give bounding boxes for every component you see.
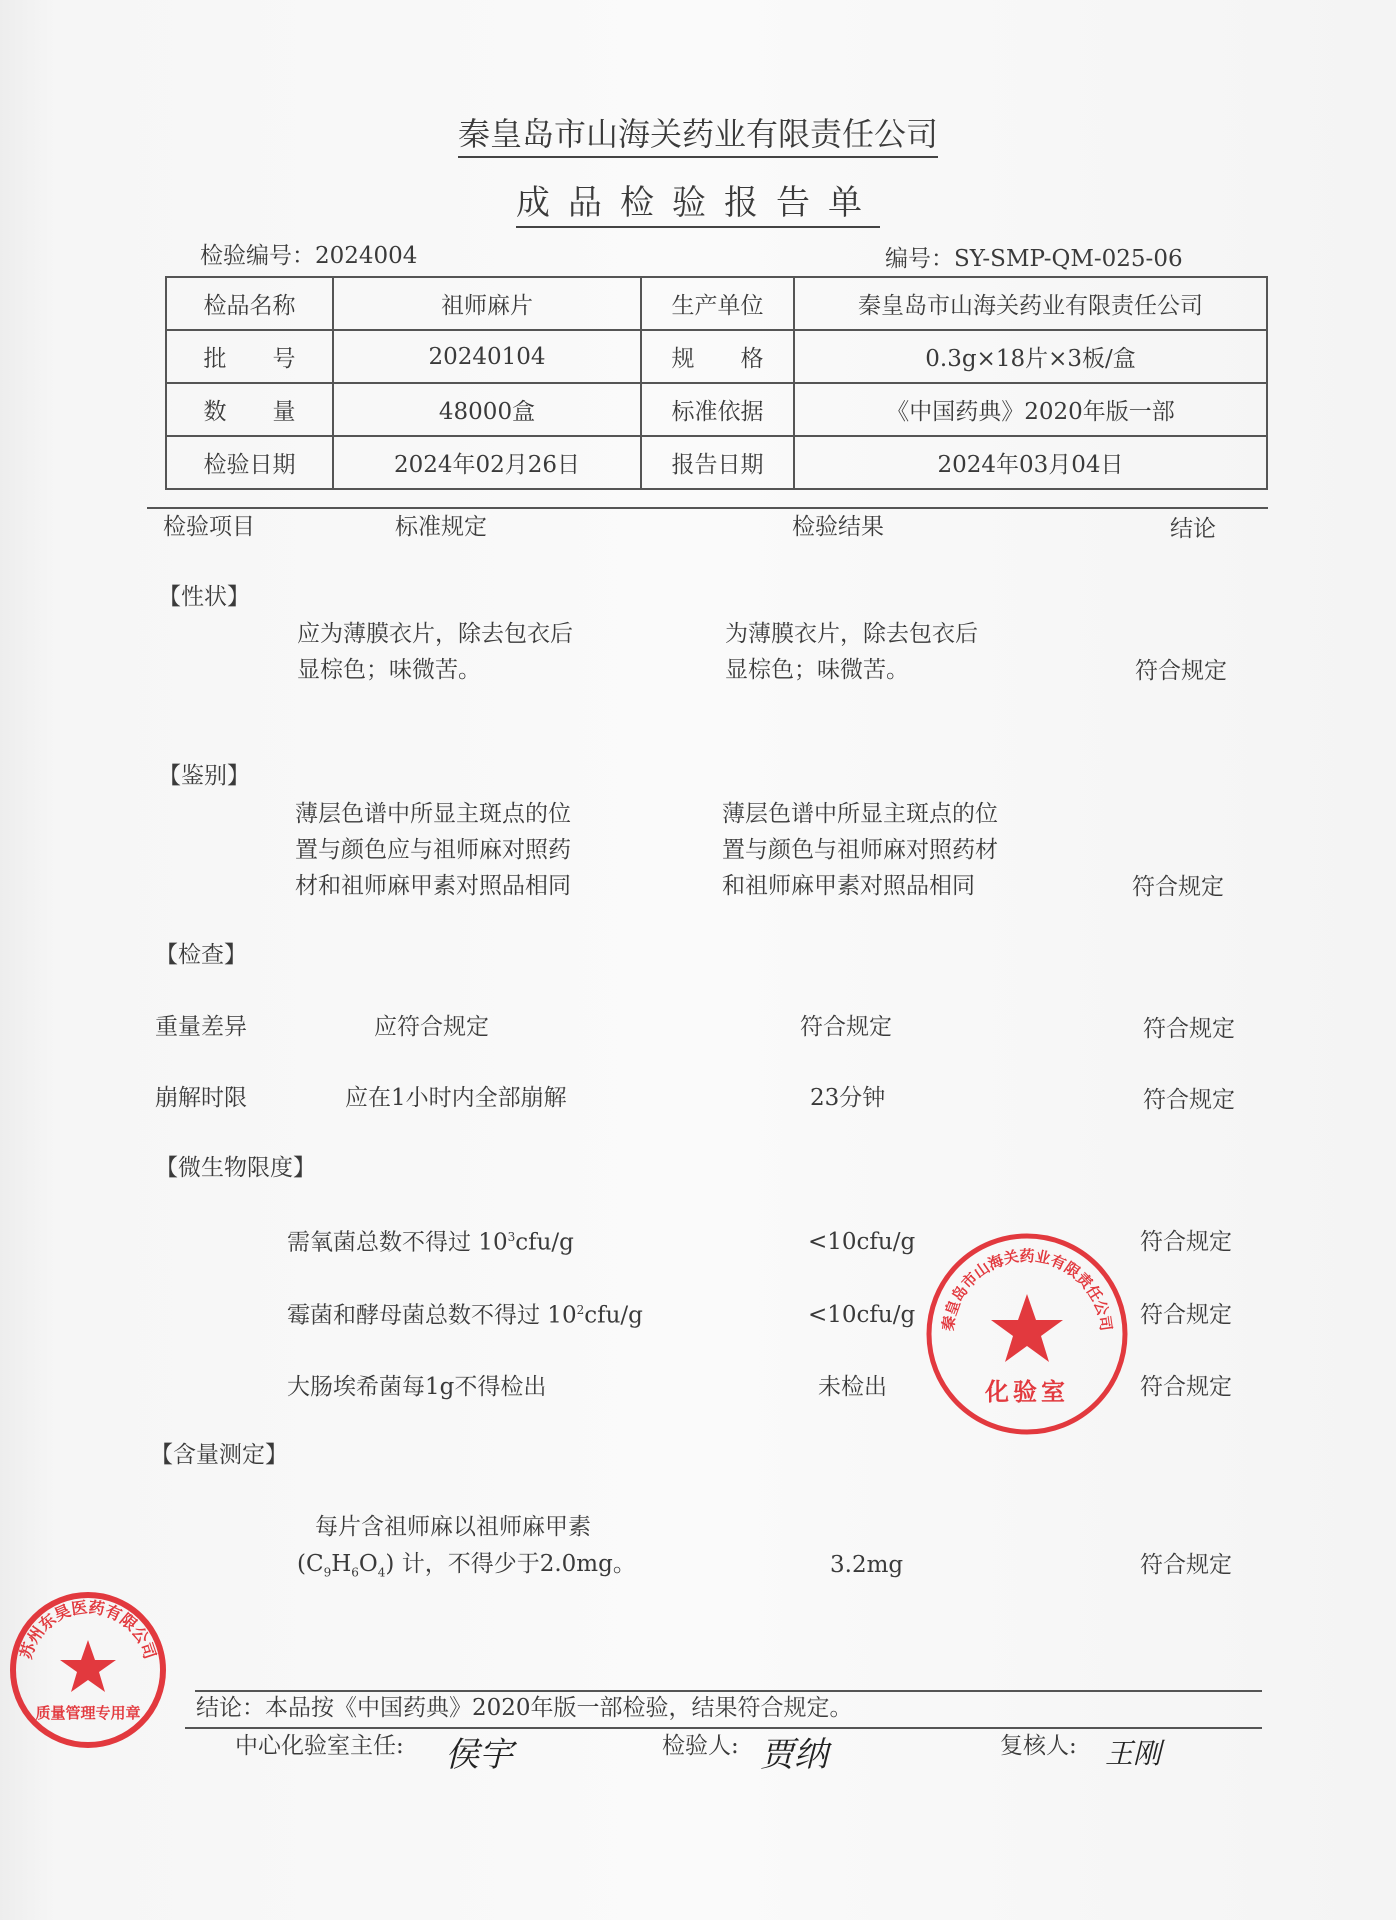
conclusion: 符合规定 xyxy=(1143,1016,1235,1042)
inspector-signature: 贾纳 xyxy=(760,1735,828,1775)
cell: 批 号 xyxy=(166,330,333,383)
cell: 祖师麻片 xyxy=(333,277,641,330)
section-assay: 【含量测定】 xyxy=(150,1442,288,1468)
standard-line: 每片含祖师麻以祖师麻甲素 xyxy=(315,1514,591,1540)
formula: 4 xyxy=(377,1565,386,1580)
star-icon xyxy=(991,1294,1063,1362)
cell: 2024年02月26日 xyxy=(333,436,641,489)
conclusion: 符合规定 xyxy=(1132,874,1224,900)
result: 23分钟 xyxy=(810,1085,886,1111)
formula: 9 xyxy=(323,1565,332,1580)
conclusion: 符合规定 xyxy=(1140,1374,1232,1400)
conclusion: 符合规定 xyxy=(1140,1229,1232,1255)
table-row xyxy=(166,330,1267,383)
conclusion: 符合规定 xyxy=(1140,1552,1232,1578)
formula: (C xyxy=(297,1551,324,1577)
unit: cfu/g xyxy=(584,1302,643,1329)
standard xyxy=(287,1231,574,1255)
header-item: 检验项目 xyxy=(163,514,255,540)
reviewer-signature: 王刚 xyxy=(1105,1737,1162,1770)
standard xyxy=(287,1304,643,1328)
conclusion: 符合规定 xyxy=(1140,1302,1232,1328)
result-line: 为薄膜衣片，除去包衣后 xyxy=(725,621,978,647)
cell: 报告日期 xyxy=(641,436,794,489)
formula: H xyxy=(331,1551,352,1577)
director-signature: 侯宇 xyxy=(445,1735,513,1775)
document-number: 编号：SY-SMP-QM-025-06 xyxy=(885,246,1183,272)
item: 崩解时限 xyxy=(155,1085,247,1111)
seal-ring-text: 苏州东昊医药有限公司 xyxy=(16,1597,160,1662)
result-line: 置与颜色与祖师麻对照药材 xyxy=(722,837,998,863)
cell: 秦皇岛市山海关药业有限责任公司 xyxy=(794,277,1267,330)
table-row xyxy=(166,436,1267,489)
header-result: 检验结果 xyxy=(792,514,884,540)
text: 计，不得少于2.0mg。 xyxy=(401,1551,636,1577)
standard-line: 显棕色；味微苦。 xyxy=(297,657,481,683)
result-line: 和祖师麻甲素对照品相同 xyxy=(722,873,975,899)
director-label: 中心化验室主任: xyxy=(235,1733,404,1759)
cell: 20240104 xyxy=(333,330,641,383)
section-microbial: 【微生物限度】 xyxy=(155,1155,316,1181)
formula: ) xyxy=(385,1551,395,1577)
section-inspection: 【检查】 xyxy=(155,942,247,968)
table-row xyxy=(166,277,1267,330)
product-info-table xyxy=(165,276,1268,490)
result: 符合规定 xyxy=(800,1014,892,1040)
cell: 《中国药典》2020年版一部 xyxy=(794,383,1267,436)
text: 霉菌和酵母菌总数不得过 10 xyxy=(287,1302,577,1329)
item: 重量差异 xyxy=(155,1014,247,1040)
result: <10cfu/g xyxy=(808,1229,916,1255)
seal-text: 质量管理专用章 xyxy=(35,1704,141,1722)
unit: cfu/g xyxy=(515,1229,574,1256)
table-row xyxy=(166,383,1267,436)
star-icon xyxy=(60,1640,116,1692)
lab-seal xyxy=(925,1232,1129,1436)
company-name: 秦皇岛市山海关药业有限责任公司 xyxy=(458,115,938,158)
standard-line xyxy=(297,1553,636,1579)
standard: 应符合规定 xyxy=(374,1014,489,1040)
seal-text: 化验室 xyxy=(985,1378,1069,1406)
report-title xyxy=(0,183,1396,223)
standard-line: 应为薄膜衣片，除去包衣后 xyxy=(297,621,573,647)
cell: 检验日期 xyxy=(166,436,333,489)
standard-line: 材和祖师麻甲素对照品相同 xyxy=(295,873,571,899)
company-title xyxy=(0,115,1396,153)
standard-line: 置与颜色应与祖师麻对照药 xyxy=(295,837,571,863)
section-identification: 【鉴别】 xyxy=(158,763,250,789)
inspector-label: 检验人: xyxy=(662,1733,739,1759)
cell: 生产单位 xyxy=(641,277,794,330)
result-line: 薄层色谱中所显主斑点的位 xyxy=(722,801,998,827)
cell: 检品名称 xyxy=(166,277,333,330)
exponent: 2 xyxy=(576,1303,585,1317)
formula: O xyxy=(358,1551,378,1577)
overall-conclusion: 结论：本品按《中国药典》2020年版一部检验，结果符合规定。 xyxy=(196,1695,853,1721)
cell: 48000盒 xyxy=(333,383,641,436)
report-title-text: 成品检验报告单 xyxy=(516,183,880,228)
qa-seal xyxy=(8,1590,168,1750)
formula: 6 xyxy=(351,1565,359,1580)
divider xyxy=(195,1690,1262,1692)
exponent: 3 xyxy=(507,1230,516,1244)
divider xyxy=(185,1727,1262,1729)
cell: 2024年03月04日 xyxy=(794,436,1267,489)
header-conclusion: 结论 xyxy=(1170,516,1216,542)
section-appearance: 【性状】 xyxy=(158,584,250,610)
result-line: 显棕色；味微苦。 xyxy=(725,657,909,683)
conclusion: 符合规定 xyxy=(1143,1087,1235,1113)
standard-line: 薄层色谱中所显主斑点的位 xyxy=(295,801,571,827)
reviewer-label: 复核人: xyxy=(1000,1733,1077,1759)
cell: 规 格 xyxy=(641,330,794,383)
standard: 大肠埃希菌每1g不得检出 xyxy=(287,1374,547,1400)
result: 未检出 xyxy=(818,1374,887,1400)
divider xyxy=(147,507,1268,509)
text: 需氧菌总数不得过 10 xyxy=(287,1229,508,1256)
conclusion: 符合规定 xyxy=(1135,658,1227,684)
standard: 应在1小时内全部崩解 xyxy=(345,1085,567,1111)
cell: 标准依据 xyxy=(641,383,794,436)
cell: 数 量 xyxy=(166,383,333,436)
seal-ring-text: 秦皇岛市山海关药业有限责任公司 xyxy=(938,1246,1116,1333)
cell: 0.3g×18片×3板/盒 xyxy=(794,330,1267,383)
result: 3.2mg xyxy=(830,1552,904,1578)
header-standard: 标准规定 xyxy=(395,514,487,540)
inspection-number: 检验编号：2024004 xyxy=(200,243,418,269)
result: <10cfu/g xyxy=(808,1302,916,1328)
